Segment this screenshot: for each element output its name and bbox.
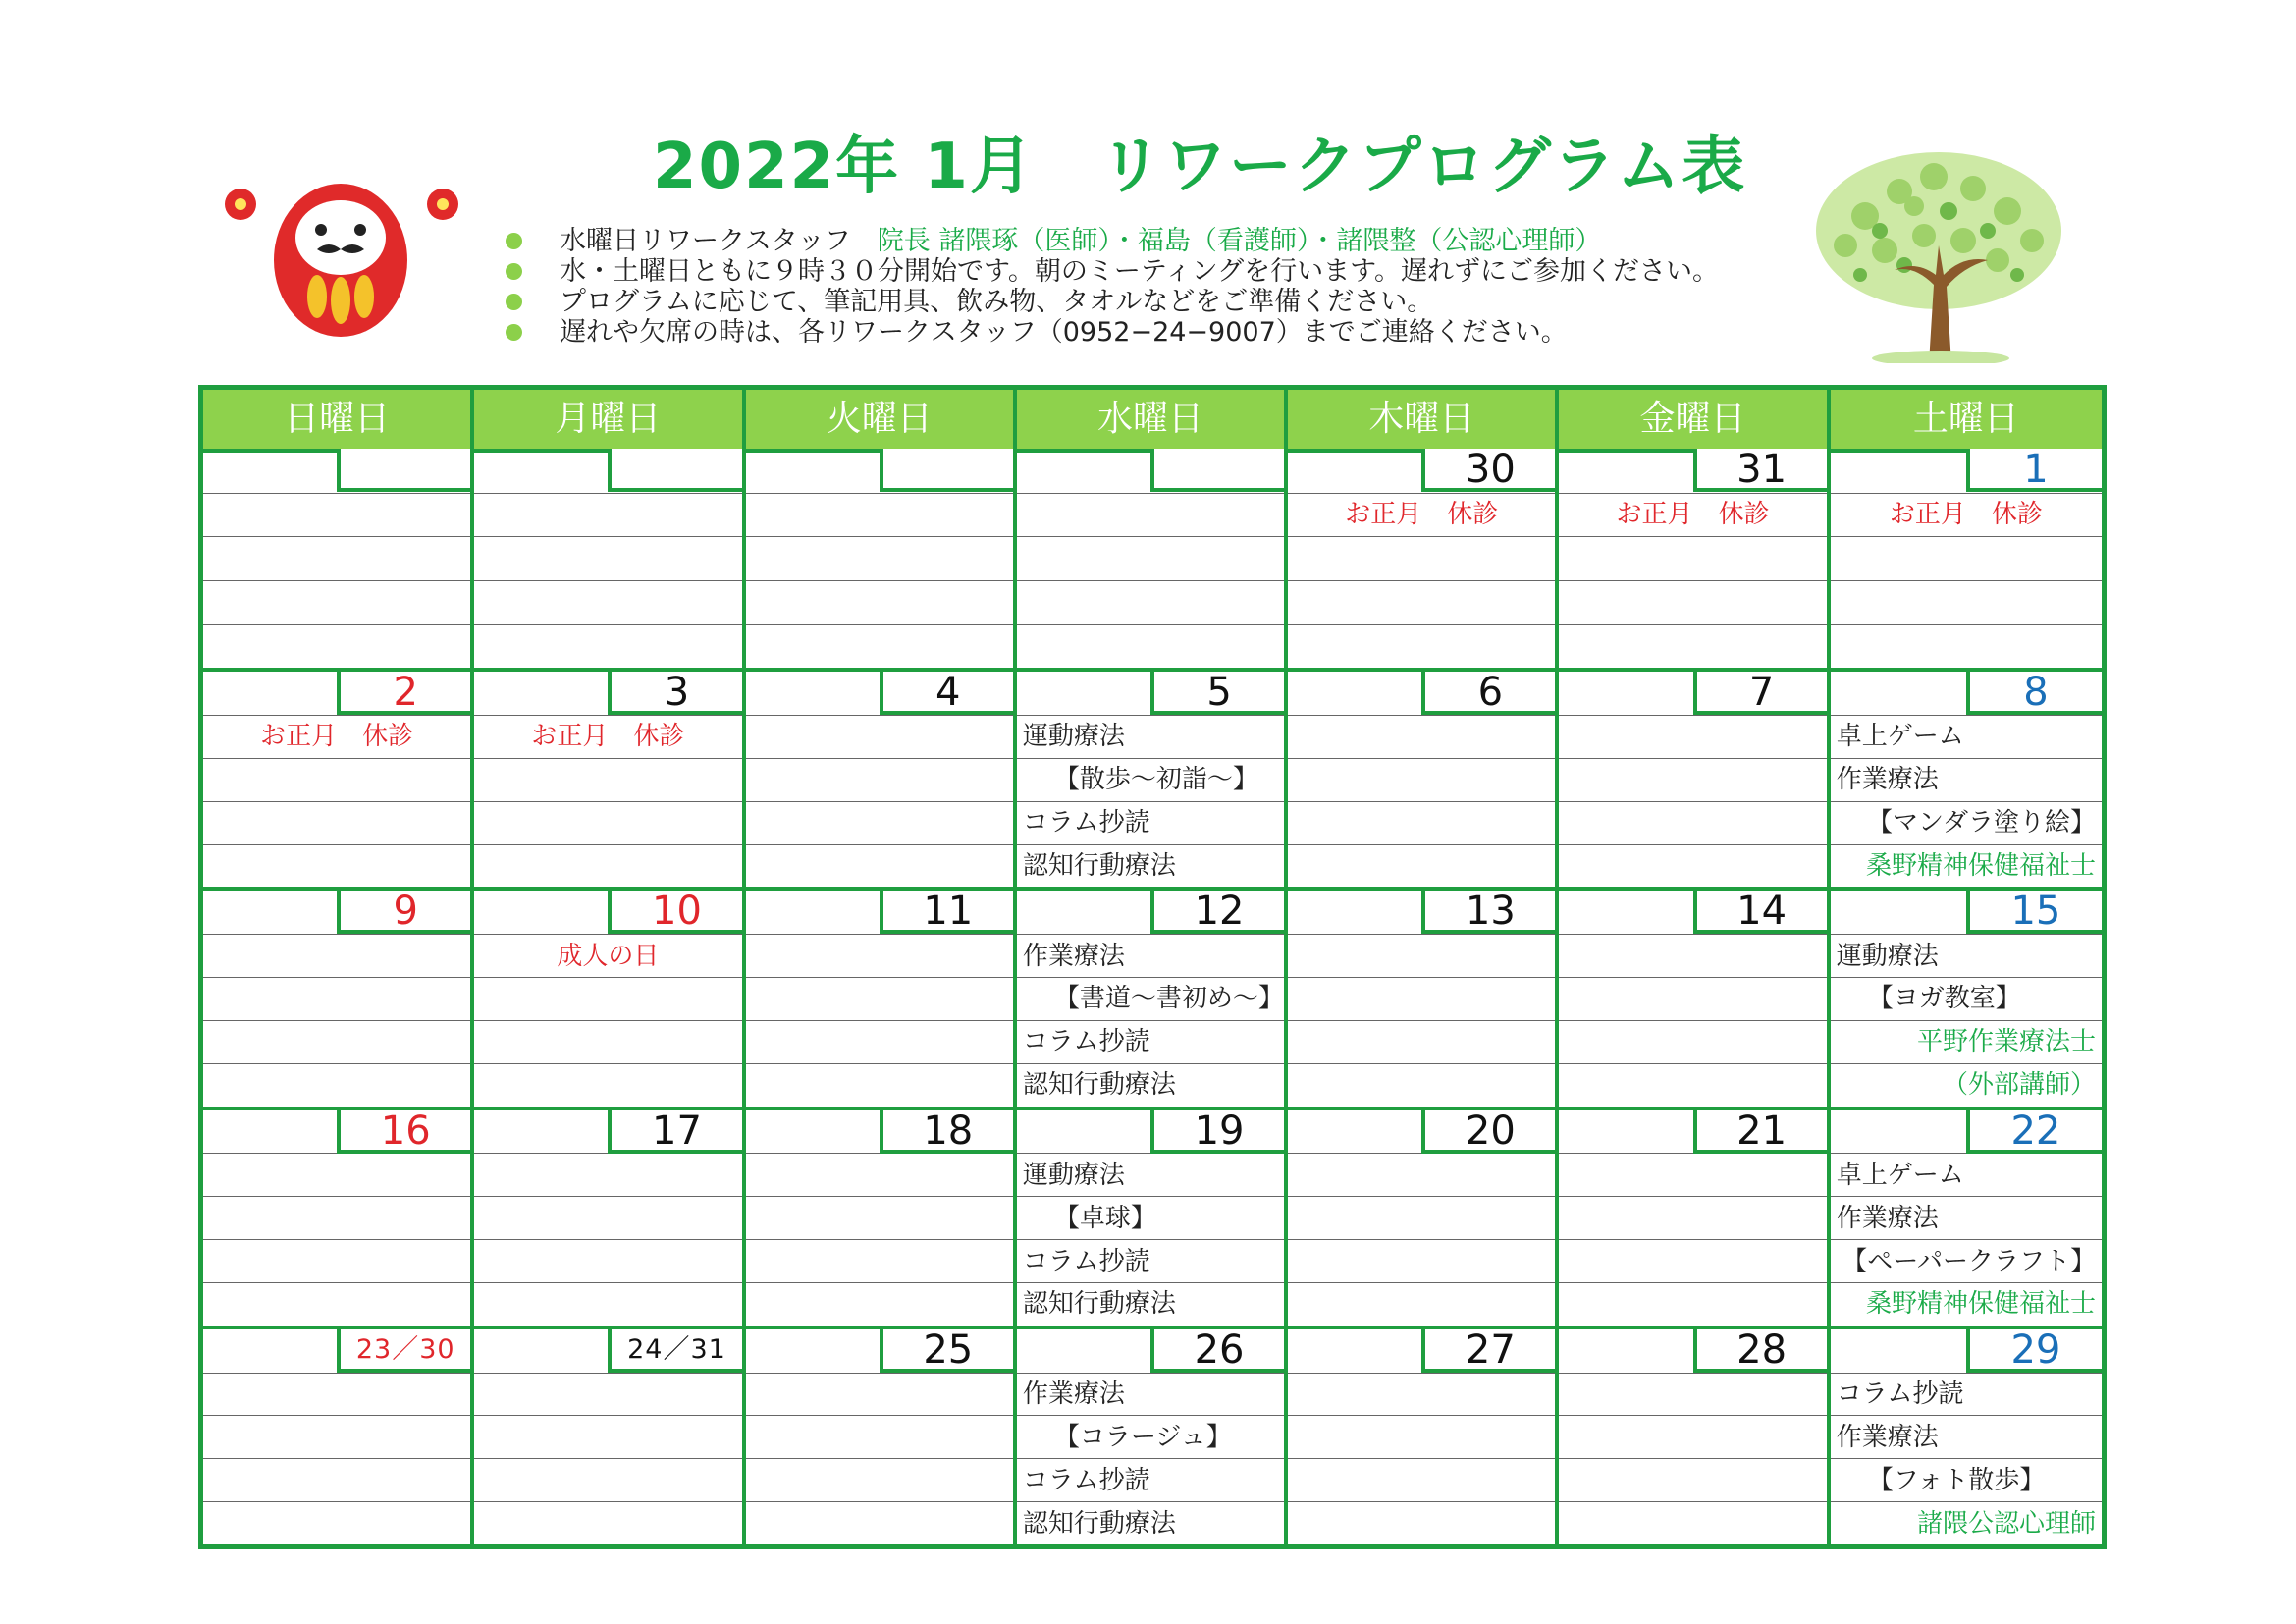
schedule-line: 【散歩～初詣～】: [1017, 758, 1284, 801]
schedule-line: 作業療法: [1017, 934, 1284, 977]
schedule-line: [1559, 1458, 1826, 1501]
schedule-line: 運動療法: [1017, 715, 1284, 758]
schedule-line: 認知行動療法: [1017, 1063, 1284, 1107]
schedule-line: [746, 493, 1013, 537]
schedule-line: [1288, 1501, 1555, 1544]
schedule-line: [1288, 580, 1555, 624]
week-row: [203, 1326, 2102, 1544]
note-line: [506, 256, 1801, 287]
weekday-label: 金曜日: [1559, 390, 1830, 453]
calendar-weeks: [203, 449, 2102, 1544]
day-number: 31: [1693, 449, 1827, 492]
schedule-line: [1288, 1239, 1555, 1282]
schedule-line: [203, 1020, 470, 1063]
schedule-line: コラム抄読: [1831, 1373, 2102, 1416]
schedule-line: [1288, 1373, 1555, 1416]
schedule-line: 認知行動療法: [1017, 1282, 1284, 1326]
schedule-line: 【書道～書初め～】: [1017, 977, 1284, 1020]
schedule-line: [1288, 1153, 1555, 1196]
schedule-line: [474, 758, 741, 801]
day-cell: [1017, 1326, 1288, 1544]
schedule-line: [1559, 624, 1826, 669]
schedule-line: コラム抄読: [1017, 1020, 1284, 1063]
schedule-line: [203, 1063, 470, 1107]
schedule-line: [1559, 536, 1826, 580]
day-cell: [203, 1329, 474, 1544]
schedule-line: [1288, 536, 1555, 580]
schedule-line: （外部講師）: [1831, 1063, 2102, 1107]
day-cell: [1017, 449, 1288, 668]
schedule-line: 諸隈公認心理師: [1831, 1501, 2102, 1544]
day-number: 15: [1966, 891, 2102, 934]
schedule-line: [746, 1282, 1013, 1326]
bullet-dot-icon: [506, 263, 522, 280]
day-cell: [203, 672, 474, 887]
day-cell: [1559, 891, 1830, 1106]
day-cell: [1559, 449, 1830, 668]
day-number: 30: [1421, 449, 1555, 492]
note-text: 水・土曜日ともに９時３０分開始です。朝のミーティングを行います。遅れずにご参加ください。: [560, 256, 1719, 287]
bullet-dot-icon: [506, 324, 522, 341]
schedule-line: [1288, 844, 1555, 888]
notes-list: [506, 226, 1801, 348]
day-cell: [746, 672, 1017, 887]
weekday-label: 木曜日: [1288, 390, 1559, 453]
schedule-line: [1559, 758, 1826, 801]
day-number: 7: [1693, 672, 1827, 715]
schedule-line: [474, 1501, 741, 1544]
day-number: 1: [1966, 449, 2102, 492]
day-cell: [1831, 1326, 2102, 1544]
schedule-line: [1288, 1196, 1555, 1239]
schedule-line: [203, 934, 470, 977]
schedule-line: [1559, 1063, 1826, 1107]
schedule-line: [1288, 715, 1555, 758]
schedule-line: [1559, 1153, 1826, 1196]
schedule-line: [474, 1153, 741, 1196]
schedule-line: [474, 624, 741, 669]
schedule-line: 成人の日: [474, 934, 741, 977]
day-number: 27: [1421, 1329, 1555, 1373]
schedule-line: [203, 1501, 470, 1544]
schedule-line: [1288, 1020, 1555, 1063]
tree-illustration: [1806, 137, 2071, 363]
day-cell: [1559, 672, 1830, 887]
note-text: プログラムに応じて、筆記用具、飲み物、タオルなどをご準備ください。: [560, 287, 1434, 317]
day-number: 6: [1421, 672, 1555, 715]
day-number: 23／30: [337, 1329, 470, 1373]
day-cell: [1288, 1326, 1559, 1544]
schedule-line: [746, 715, 1013, 758]
schedule-line: [1559, 934, 1826, 977]
day-number: 24／31: [608, 1329, 741, 1373]
schedule-line: [474, 493, 741, 537]
schedule-line: [1017, 493, 1284, 537]
day-cell: [1559, 1110, 1830, 1326]
schedule-line: [746, 801, 1013, 844]
schedule-line: 作業療法: [1017, 1373, 1284, 1416]
schedule-line: 卓上ゲーム: [1831, 1153, 2102, 1196]
day-number: 10: [608, 891, 741, 934]
schedule-line: [203, 1196, 470, 1239]
schedule-line: [203, 977, 470, 1020]
schedule-line: [746, 934, 1013, 977]
schedule-line: コラム抄読: [1017, 1458, 1284, 1501]
day-number: 16: [337, 1110, 470, 1154]
schedule-line: [474, 1239, 741, 1282]
note-line: [506, 287, 1801, 317]
schedule-line: [746, 1458, 1013, 1501]
note-staff-names: 院長 諸隈琢（医師）・福島（看護師）・諸隈整（公認心理師）: [877, 226, 1602, 256]
schedule-line: [746, 624, 1013, 669]
day-number: 21: [1693, 1110, 1827, 1154]
day-number: 28: [1693, 1329, 1827, 1373]
day-cell: [474, 1110, 745, 1326]
day-number: 26: [1150, 1329, 1284, 1373]
note-line: [506, 317, 1801, 348]
schedule-line: [474, 977, 741, 1020]
schedule-line: 【コラージュ】: [1017, 1415, 1284, 1458]
schedule-line: 作業療法: [1831, 1415, 2102, 1458]
day-cell: [746, 1110, 1017, 1326]
calendar-grid: [198, 385, 2107, 1549]
day-cell: [1017, 1110, 1288, 1326]
day-number: [1150, 449, 1284, 492]
day-number: 18: [880, 1110, 1013, 1154]
schedule-line: 作業療法: [1831, 1196, 2102, 1239]
day-number: 12: [1150, 891, 1284, 934]
schedule-line: [1559, 715, 1826, 758]
day-cell: [1831, 449, 2102, 668]
schedule-line: [746, 758, 1013, 801]
schedule-line: お正月 休診: [203, 715, 470, 758]
schedule-line: 【ペーパークラフト】: [1831, 1239, 2102, 1282]
schedule-line: [203, 758, 470, 801]
day-cell: [474, 449, 745, 668]
day-cell: [746, 1326, 1017, 1544]
schedule-line: お正月 休診: [1559, 493, 1826, 537]
day-cell: [203, 891, 474, 1106]
schedule-line: [474, 801, 741, 844]
day-number: 13: [1421, 891, 1555, 934]
schedule-line: [1288, 801, 1555, 844]
schedule-line: [1559, 1282, 1826, 1326]
schedule-line: [203, 624, 470, 669]
schedule-line: [1831, 624, 2102, 669]
day-cell: [1288, 891, 1559, 1106]
schedule-line: [746, 536, 1013, 580]
schedule-line: 認知行動療法: [1017, 844, 1284, 888]
schedule-line: [746, 580, 1013, 624]
schedule-line: [203, 536, 470, 580]
schedule-line: [746, 844, 1013, 888]
schedule-line: [1559, 580, 1826, 624]
schedule-line: [1559, 1373, 1826, 1416]
weekday-header: [203, 390, 2102, 449]
schedule-line: [474, 1458, 741, 1501]
day-cell: [746, 891, 1017, 1106]
schedule-line: 作業療法: [1831, 758, 2102, 801]
weekday-label: 土曜日: [1831, 390, 2102, 453]
schedule-line: [1017, 624, 1284, 669]
bullet-dot-icon: [506, 233, 522, 249]
day-number: 9: [337, 891, 470, 934]
schedule-line: [1288, 934, 1555, 977]
weekday-label: 水曜日: [1017, 390, 1288, 453]
day-number: 20: [1421, 1110, 1555, 1154]
schedule-line: [1288, 758, 1555, 801]
day-cell: [474, 891, 745, 1106]
schedule-line: [203, 1415, 470, 1458]
day-cell: [1288, 1110, 1559, 1326]
schedule-line: お正月 休診: [1288, 493, 1555, 537]
day-number: 8: [1966, 672, 2102, 715]
schedule-line: [203, 1373, 470, 1416]
week-row: [203, 887, 2102, 1106]
schedule-line: [203, 1282, 470, 1326]
schedule-line: コラム抄読: [1017, 801, 1284, 844]
schedule-line: [746, 1415, 1013, 1458]
day-cell: [1559, 1326, 1830, 1544]
schedule-line: [474, 1282, 741, 1326]
schedule-line: [1017, 580, 1284, 624]
schedule-line: [746, 1373, 1013, 1416]
day-cell: [1017, 672, 1288, 887]
page-title: 2022年 1月 リワークプログラム表: [653, 131, 1747, 203]
schedule-line: 卓上ゲーム: [1831, 715, 2102, 758]
week-row: [203, 449, 2102, 668]
schedule-line: [1559, 801, 1826, 844]
day-cell: [1831, 891, 2102, 1106]
schedule-line: 運動療法: [1017, 1153, 1284, 1196]
schedule-line: [1288, 977, 1555, 1020]
schedule-line: コラム抄読: [1017, 1239, 1284, 1282]
schedule-line: [1559, 1196, 1826, 1239]
day-cell: [203, 449, 474, 668]
schedule-line: [1559, 844, 1826, 888]
note-text: 水曜日リワークスタッフ: [560, 226, 878, 256]
schedule-line: [203, 493, 470, 537]
new-year-daruma-logo: [211, 128, 471, 363]
schedule-line: [1288, 624, 1555, 669]
schedule-line: [746, 1153, 1013, 1196]
schedule-line: [1288, 1458, 1555, 1501]
day-number: 4: [880, 672, 1013, 715]
day-number: [608, 449, 741, 492]
day-cell: [474, 672, 745, 887]
day-number: 11: [880, 891, 1013, 934]
day-number: [337, 449, 470, 492]
day-number: 3: [608, 672, 741, 715]
day-cell: [1831, 1110, 2102, 1326]
schedule-line: お正月 休診: [474, 715, 741, 758]
day-number: 2: [337, 672, 470, 715]
day-cell: [474, 1329, 745, 1544]
day-cell: [1831, 672, 2102, 887]
schedule-line: [474, 1020, 741, 1063]
schedule-line: 【卓球】: [1017, 1196, 1284, 1239]
day-number: 5: [1150, 672, 1284, 715]
schedule-line: 【フォト散歩】: [1831, 1458, 2102, 1501]
schedule-line: [474, 1415, 741, 1458]
schedule-line: [1559, 1239, 1826, 1282]
schedule-line: [746, 1063, 1013, 1107]
schedule-line: [1288, 1282, 1555, 1326]
schedule-line: [746, 977, 1013, 1020]
schedule-line: [746, 1239, 1013, 1282]
schedule-line: [746, 1196, 1013, 1239]
day-number: 19: [1150, 1110, 1284, 1154]
weekday-label: 日曜日: [203, 390, 474, 453]
day-cell: [746, 449, 1017, 668]
schedule-line: [474, 1063, 741, 1107]
schedule-line: [1288, 1063, 1555, 1107]
day-cell: [1017, 891, 1288, 1106]
schedule-line: [746, 1501, 1013, 1544]
weekday-label: 火曜日: [746, 390, 1017, 453]
day-number: 14: [1693, 891, 1827, 934]
schedule-line: [203, 1153, 470, 1196]
schedule-line: 【マンダラ塗り絵】: [1831, 801, 2102, 844]
schedule-line: [474, 844, 741, 888]
schedule-line: [203, 801, 470, 844]
schedule-line: [474, 1373, 741, 1416]
day-number: 22: [1966, 1110, 2102, 1154]
schedule-line: [1559, 977, 1826, 1020]
day-cell: [1288, 449, 1559, 668]
schedule-line: [1559, 1501, 1826, 1544]
day-cell: [203, 1110, 474, 1326]
schedule-line: [1559, 1020, 1826, 1063]
bullet-dot-icon: [506, 294, 522, 310]
schedule-line: 【ヨガ教室】: [1831, 977, 2102, 1020]
schedule-line: [1288, 1415, 1555, 1458]
schedule-line: [203, 580, 470, 624]
schedule-line: [203, 1458, 470, 1501]
schedule-line: [474, 1196, 741, 1239]
schedule-line: 運動療法: [1831, 934, 2102, 977]
schedule-line: 認知行動療法: [1017, 1501, 1284, 1544]
schedule-line: [1831, 536, 2102, 580]
day-number: [880, 449, 1013, 492]
schedule-line: [203, 844, 470, 888]
schedule-line: [746, 1020, 1013, 1063]
schedule-line: [1831, 580, 2102, 624]
schedule-line: [203, 1239, 470, 1282]
schedule-line: 平野作業療法士: [1831, 1020, 2102, 1063]
note-text: 遅れや欠席の時は、各リワークスタッフ（0952−24−9007）までご連絡ください。: [560, 317, 1568, 348]
day-number: 29: [1966, 1329, 2102, 1373]
weekday-label: 月曜日: [474, 390, 745, 453]
note-line: [506, 226, 1801, 256]
schedule-line: お正月 休診: [1831, 493, 2102, 537]
week-row: [203, 1107, 2102, 1326]
day-number: 25: [880, 1329, 1013, 1373]
day-cell: [1288, 672, 1559, 887]
schedule-line: [474, 536, 741, 580]
week-row: [203, 668, 2102, 887]
schedule-line: 桑野精神保健福祉士: [1831, 1282, 2102, 1326]
schedule-line: [1559, 1415, 1826, 1458]
schedule-line: [474, 580, 741, 624]
schedule-line: 桑野精神保健福祉士: [1831, 844, 2102, 888]
schedule-line: [1017, 536, 1284, 580]
day-number: 17: [608, 1110, 741, 1154]
